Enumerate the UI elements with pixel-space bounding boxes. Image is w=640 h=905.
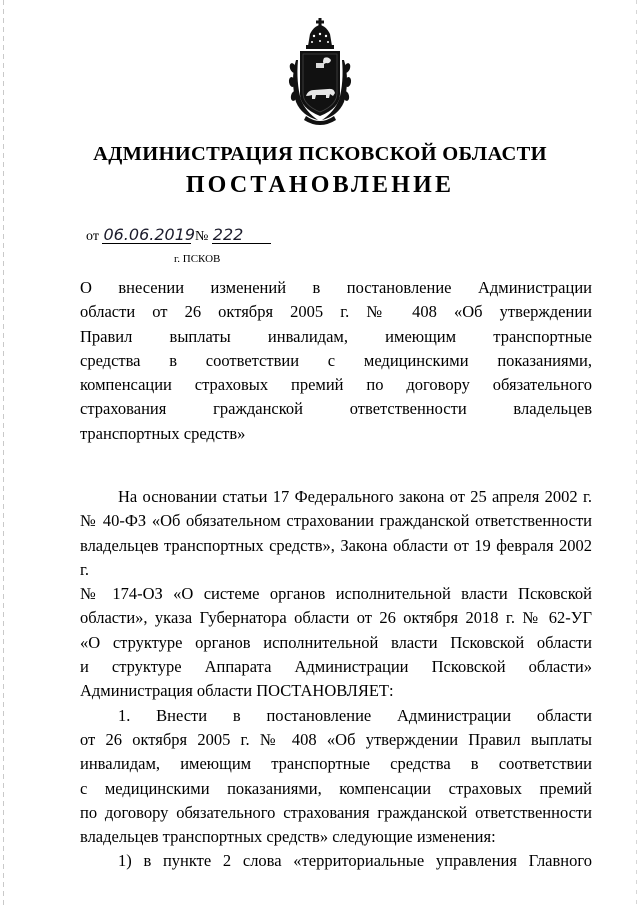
body-line: 1) в пункте 2 слова «территориальные управления Главного [118,851,592,871]
scan-edge-right [636,0,637,905]
date-number-line [86,226,271,245]
body-line: владельцев транспортных средств», Закона области от 19 февраля 2002 г. [80,535,592,579]
body-line: инвалидам, имеющим транспортные средства в соответствии [80,754,592,774]
subject-line: Правил выплаты инвалидам, имеющим транспортные [80,326,592,346]
subject-line: области от 26 октября 2005 г. № 408 «Об утверждении [80,302,592,322]
body-line: и структуре Аппарата Администрации Псковской области» [80,657,592,677]
body-line: № 40-ФЗ «Об обязательном страховании гражданской ответственности [80,511,592,531]
body-line: от 26 октября 2005 г. № 408 «Об утверждении Правил выплаты [80,729,592,749]
body-line: «О структуре органов исполнительной власти Псковской области [80,632,592,652]
body-line: по договору обязательного страхования гражданской ответственности [80,802,592,822]
body-line: с медицинскими показаниями, компенсации страховых премий [80,778,592,798]
body-line: Администрация области ПОСТАНОВЛЯЕТ: [80,681,394,701]
body-line: 1. Внести в постановление Администрации области [118,705,592,725]
subject-line: средства в соответствии с медицинскими показаниями, [80,350,592,370]
document-type: ПОСТАНОВЛЕНИЕ [185,172,455,198]
body-line: владельцев транспортных средств» следующие изменения: [80,827,496,847]
handwritten-date: 06.06.2019 [103,225,196,244]
body-line: № 174-ОЗ «О системе органов исполнительной власти Псковской [80,584,592,604]
subject-line: страхования гражданской ответственности владельцев [80,399,592,419]
document-body [80,485,592,874]
city-label: г. ПСКОВ [174,253,221,265]
number-label: № [194,229,209,244]
body-line: На основании статьи 17 Федерального закона от 25 апреля 2002 г. [118,487,592,506]
organization-title: АДМИНИСТРАЦИЯ ПСКОВСКОЙ ОБЛАСТИ [93,143,547,165]
handwritten-number: 222 [212,226,271,244]
subject-line: транспортных средств» [80,423,246,443]
scan-edge-left [3,0,4,905]
pskov-oblast-coat-of-arms-icon [284,16,356,128]
from-label: от [86,229,99,244]
document-subject [80,276,592,446]
body-line: области», указа Губернатора области от 26 октября 2018 г. № 62-УГ [80,608,592,628]
subject-line: компенсации страховых премий по договору обязательного [80,375,592,395]
subject-line: О внесении изменений в постановление Администрации [80,278,592,297]
